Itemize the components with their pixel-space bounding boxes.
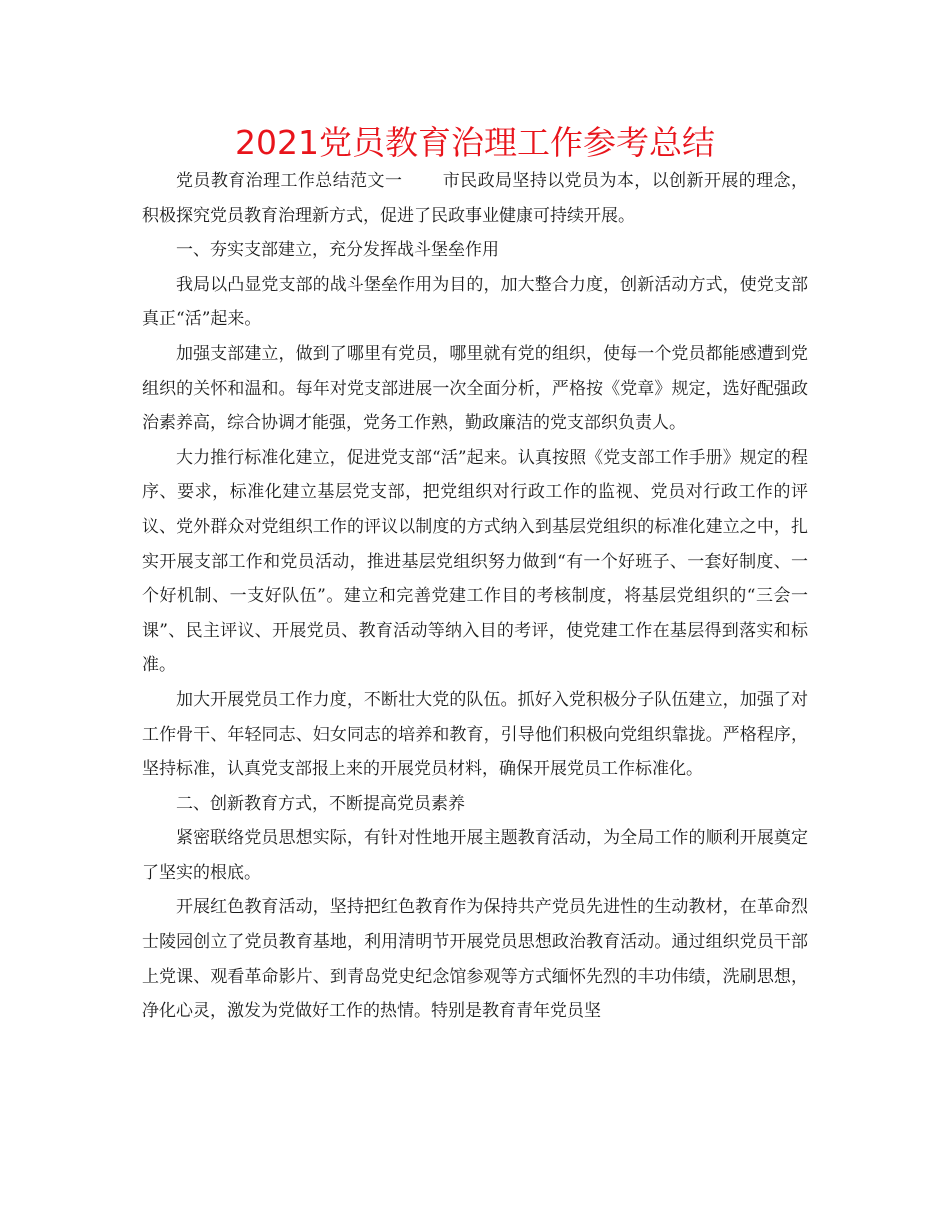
intro-paragraph xyxy=(142,164,808,233)
body-paragraph: 开展红色教育活动，坚持把红色教育作为保持共产党员先进性的生动教材，在革命烈士陵园创立了党员教育基地，利用清明节开展党员思想政治教育活动。通过组织党员干部上党课、观看革命影片、到青岛党史纪念馆参观等方式缅怀先烈的丰功伟绩，洗刷思想，净化心灵，激发为党做好工作的热情。特别是教育青年党员坚 xyxy=(142,897,808,1022)
body-paragraph: 加大开展党员工作力度，不断壮大党的队伍。抓好入党积极分子队伍建立，加强了对工作骨干、年轻同志、妇女同志的培养和教育，引导他们积极向党组织靠拢。严格程序，坚持标准，认真党支部报上来的开展党员材料，确保开展党员工作标准化。 xyxy=(142,689,808,780)
body-paragraph: 紧密联络党员思想实际，有针对性地开展主题教育活动，为全局工作的顺利开展奠定了坚实的根底。 xyxy=(142,828,808,883)
section-heading-2: 二、创新教育方式，不断提高党员素养 xyxy=(176,793,465,814)
body-paragraph: 加强支部建立，做到了哪里有党员，哪里就有党的组织，使每一个党员都能感遭到党组织的关怀和温和。每年对党支部进展一次全面分析，严格按《党章》规定，选好配强政治素养高，综合协调才能强，党务工作熟，勤政廉洁的党支部织负责人。 xyxy=(142,343,808,434)
body-paragraph: 我局以凸显党支部的战斗堡垒作用为目的，加大整合力度，创新活动方式，使党支部真正“活”起来。 xyxy=(142,274,808,330)
document-body xyxy=(142,164,808,1029)
intro-text: 市民政局坚持以党员为本，以创新开展的理念，积极探究党员教育治理新方式，促进了民政事业健康可持续开展。 xyxy=(142,171,809,226)
section-heading-1: 一、夯实支部建立，充分发挥战斗堡垒作用 xyxy=(176,240,499,261)
intro-heading: 党员教育治理工作总结范文一 xyxy=(176,171,403,191)
document-title: 2021党员教育治理工作参考总结 xyxy=(235,123,715,162)
body-paragraph: 大力推行标准化建立，促进党支部“活”起来。认真按照《党支部工作手册》规定的程序、要求，标准化建立基层党支部，把党组织对行政工作的监视、党员对行政工作的评议、党外群众对党组织工作的评议以制度的方式纳入到基层党组织的标准化建立之中，扎实开展支部工作和党员活动，推进基层党组织努力做到“有一个好班子、一套好制度、一个好机制、一支好队伍”。建立和完善党建工作目的考核制度，将基层党组织的“三会一课”、民主评议、开展党员、教育活动等纳入目的考评，使党建工作在基层得到落实和标准。 xyxy=(142,447,808,676)
